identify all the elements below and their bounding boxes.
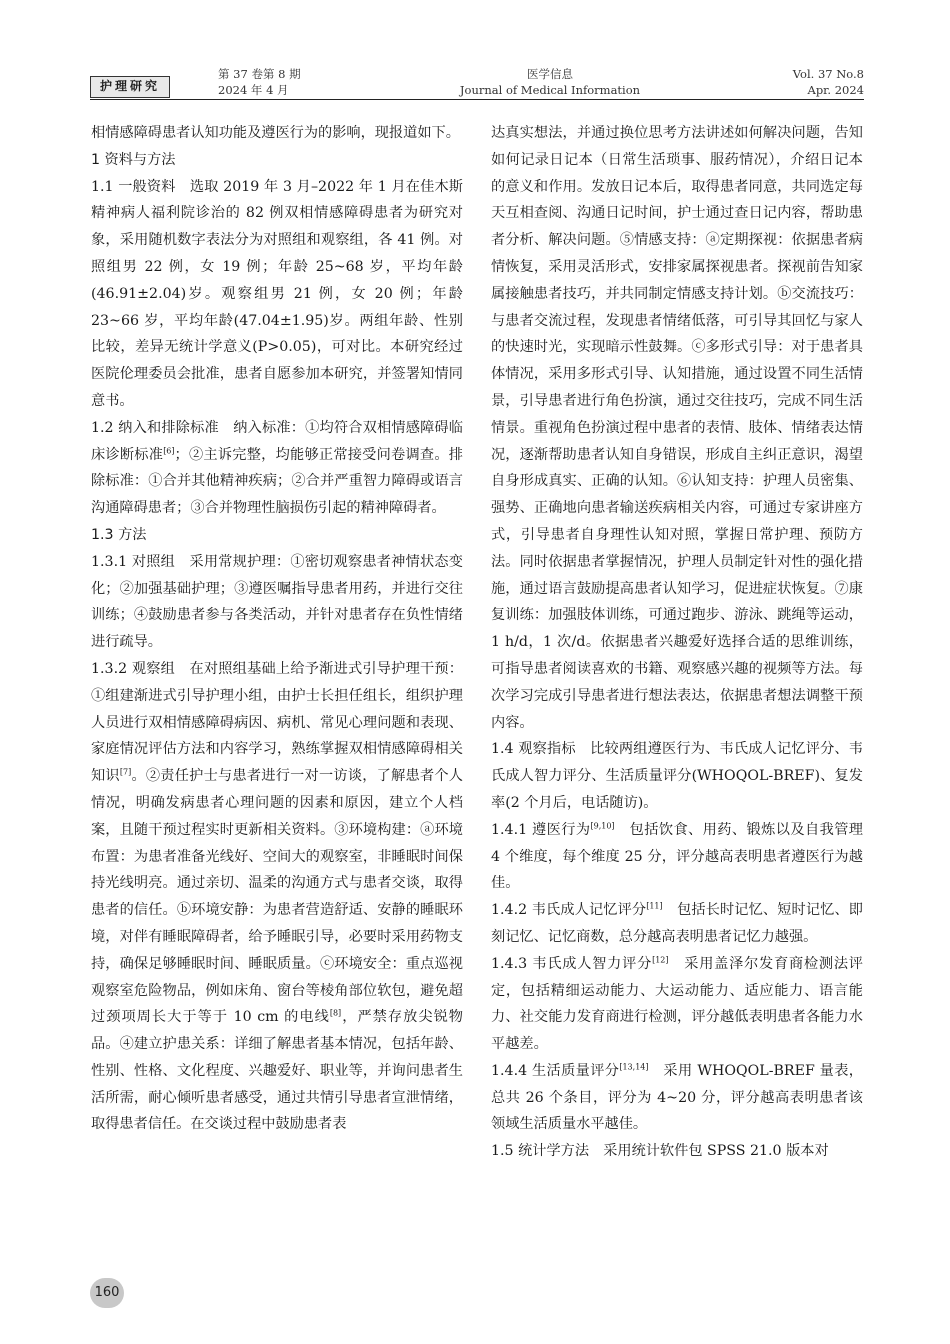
citation: [13,14] [619, 1062, 649, 1072]
citation: [6] [163, 445, 175, 455]
paragraph: 1.4.3 韦氏成人智力评分[12] 采用盖泽尔发育商检测法评定，包括精细运动能力、大运动能力、适应能力、语言能力、社交能力发育商进行检测，评分越低表明患者各能力水平越差。 [491, 954, 863, 1053]
journal-cn: 医学信息 [527, 67, 573, 81]
paragraph: 1.4.4 生活质量评分[13,14] 采用 WHOQOL-BREF 量表，总共 26 个条目，评分为 4~20 分，评分越高表明患者该领域生活质量水平越佳。 [491, 1062, 863, 1133]
left-column [91, 120, 463, 1138]
date-en: Apr. 2024 [807, 83, 864, 97]
citation: [9,10] [590, 820, 615, 830]
page-header [90, 62, 864, 102]
date-cn: 2024 年 4 月 [218, 83, 289, 97]
paragraph: 相情感障碍患者认知功能及遵医行为的影响，现报道如下。 [91, 125, 460, 141]
paragraph: 达真实想法，并通过换位思考方法讲述如何解决问题，告知如何记录日记本（日常生活琐事、服药情况），介绍日记本的意义和作用。发放日记本后，取得患者同意，共同选定每天互相查阅、沟通日记时间，护士通过查日记内容，帮助患者分析、解决问题。⑤情感支持：ⓐ定期探视：依据患者病情恢复，采用灵活形式，安排家属探视患者。探视前告知家属接触患者技巧，并共同制定情感支持计划。ⓑ交流技巧：与患者交流过程，发现患者情绪低落，可引导其回忆与家人的快速时光，实现暗示性鼓舞。ⓒ多形式引导：对于患者具体情况，采用多形式引导、认知措施，通过设置不同生活情景，引导患者进行角色扮演，通过交往技巧，完成不同生活情景。重视角色扮演过程中患者的表情、肢体、情绪表达情况，逐渐帮助患者认知自身错误，形成自主纠正意识，渴望自身形成真实、正确的认知。⑥认知支持：护理人员密集、强势、正确地向患者输送疾病相关内容，可通过专家讲座方式，引导患者自身理性认知对照，掌握日常护理、预防方法。同时依据患者掌握情况，护理人员制定针对性的强化措施，通过语言鼓励提高患者认知学习，促进症状恢复。⑦康复训练：加强肢体训练，可通过跑步、游泳、跳绳等运动，1 h/d，1 次/d。依据患者兴趣爱好选择合适的思维训练，可指导患者阅读喜欢的书籍、观察感兴趣的视频等方法。每次学习完成引导患者进行想法表达，依据患者想法调整干预内容。 [491, 125, 863, 731]
paragraph: 1.1 一般资料 选取 2019 年 3 月–2022 年 1 月在佳木斯精神病人福利院诊治的 82 例双相情感障碍患者为研究对象，采用随机数字表法分为对照组和观察组，各 41 例。对照组男 22 例，女 19 例；年龄 25~68 岁，平均年龄(46.91±2.04)岁。观察组男 21 例，女 20 例；年龄 23~66 岁，平均年龄(47.04±1.95)岁。两组年龄、性别比较，差异无统计学意义(P>0.05)，可对比。本研究经过医院伦理委员会批准，患者自愿参加本研究，并签署知情同意书。 [91, 178, 463, 409]
header-issue-cn [218, 66, 301, 98]
header-journal [450, 66, 650, 98]
volume-cn: 第 37 卷第 8 期 [218, 67, 301, 81]
journal-en: Journal of Medical Information [459, 83, 641, 97]
paragraph: 1.4.2 韦氏成人记忆评分[11] 包括长时记忆、短时记忆、即刻记忆、记忆商数，总分越高表明患者记忆力越强。 [491, 901, 863, 945]
citation: [7] [119, 767, 132, 777]
page-number: 160 [90, 1278, 124, 1308]
paragraph: 1.3.2 观察组 在对照组基础上给予渐进式引导护理干预：①组建渐进式引导护理小组，由护士长担任组长，组织护理人员进行双相情感障碍病因、病机、常见心理问题和表现、家庭情况评估方法和内容学习，熟练掌握双相情感障碍相关知识[7]。②责任护士与患者进行一对一访谈，了解患者个人情况，明确发病患者心理问题的因素和原因，建立个人档案，且随干预过程实时更新相关资料。③环境构建：ⓐ环境布置：为患者准备光线好、空间大的观察室，非睡眠时间保持光线明亮。通过亲切、温柔的沟通方式与患者交谈，取得患者的信任。ⓑ环境安静：为患者营造舒适、安静的睡眠环境，对伴有睡眠障碍者，给予睡眠引导，必要时采用药物支持，确保足够睡眠时间、睡眠质量。ⓒ环境安全：重点巡视观察室危险物品，例如床角、窗台等棱角部位软包，避免超过颈项周长大于等于 10 cm 的电线[8]，严禁存放尖锐物品。④建立护患关系：详细了解患者基本情况，包括年龄、性别、性格、文化程度、兴趣爱好、职业等，并询问患者生活所需，耐心倾听患者感受，通过共情引导患者宣泄情绪，取得患者信任。在交谈过程中鼓励患者表 [91, 660, 463, 1133]
right-column [491, 120, 863, 1165]
citation: [11] [646, 901, 663, 911]
paragraph: 1.4 观察指标 比较两组遵医行为、韦氏成人记忆评分、韦氏成人智力评分、生活质量评分(WHOQOL-BREF)、复发率(2 个月后，电话随访)。 [491, 741, 863, 811]
header-rule [90, 99, 864, 100]
paragraph: 1.3.1 对照组 采用常规护理：①密切观察患者神情状态变化；②加强基础护理；③遵医嘱指导患者用药，并进行交往训练；④鼓励患者参与各类活动，并针对患者存在负性情绪进行疏导。 [91, 553, 463, 651]
section-tag: 护理研究 [90, 76, 170, 98]
citation: [8] [329, 1008, 342, 1018]
paragraph: 1.4.1 遵医行为[9,10] 包括饮食、用药、锻炼以及自我管理 4 个维度，每个维度 25 分，评分越高表明患者遵医行为越佳。 [491, 820, 863, 892]
paragraph: 1.2 纳入和排除标准 纳入标准：①均符合双相情感障碍临床诊断标准[6]；②主诉完整，均能够正常接受问卷调查。排除标准：①合并其他精神疾病；②合并严重智力障碍或语言沟通障碍患者；③合并物理性脑损伤引起的精神障碍者。 [91, 419, 463, 517]
citation: [12] [652, 954, 669, 964]
volume-en: Vol. 37 No.8 [792, 67, 864, 81]
section-heading: 1.3 方法 [91, 526, 147, 543]
header-issue-en [793, 66, 864, 98]
section-heading: 1 资料与方法 [91, 151, 176, 168]
paragraph: 1.5 统计学方法 采用统计软件包 SPSS 21.0 版本对 [491, 1143, 829, 1160]
